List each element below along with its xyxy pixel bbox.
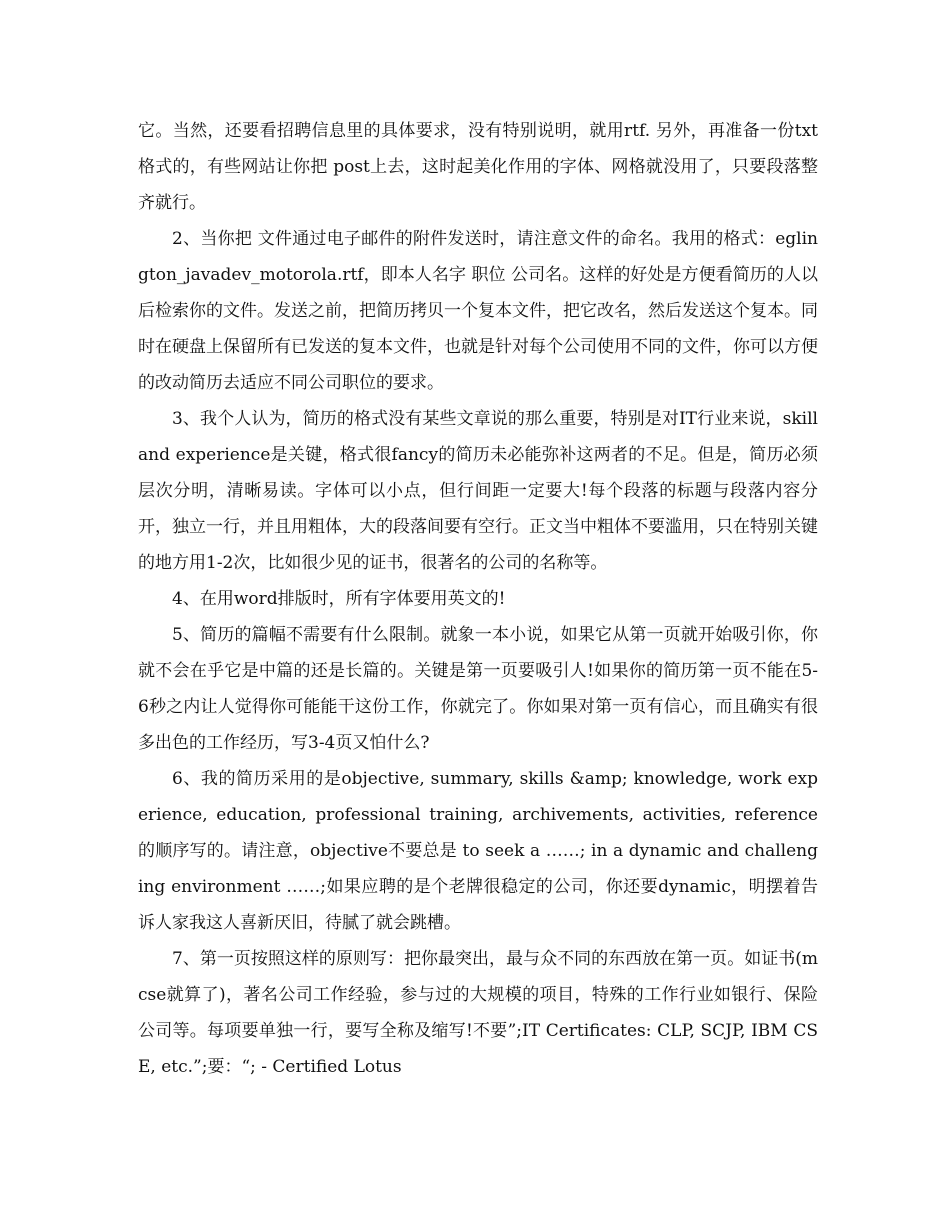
paragraph-item-5: 5、简历的篇幅不需要有什么限制。就象一本小说，如果它从第一页就开始吸引你，你就不会在乎它是中篇的还是长篇的。关键是第一页要吸引人!如果你的简历第一页不能在5-6秒之内让人觉得你可能能干这份工作，你就完了。你如果对第一页有信心，而且确实有很多出色的工作经历，写3-4页又怕什么? xyxy=(138,625,818,753)
paragraph-item-2: 2、当你把 文件通过电子邮件的附件发送时，请注意文件的命名。我用的格式：eglington_javadev_motorola.rtf，即本人名字 职位 公司名。这样的好处是方便看简历的人以后检索你的文件。发送之前，把简历拷贝一个复本文件，把它改名，然后发送这个复本。同时在硬盘上保留所有已发送的复本文件，也就是针对每个公司使用不同的文件，你可以方便的改动简历去适应不同公司职位的要求。 xyxy=(138,229,818,393)
paragraph-item-3: 3、我个人认为，简历的格式没有某些文章说的那么重要，特别是对IT行业来说，skill and experience是关键，格式很fancy的简历未必能弥补这两者的不足。但是，简历必须层次分明，清晰易读。字体可以小点，但行间距一定要大!每个段落的标题与段落内容分开，独立一行，并且用粗体，大的段落间要有空行。正文当中粗体不要滥用，只在特别关键的地方用1-2次，比如很少见的证书，很著名的公司的名称等。 xyxy=(138,409,818,573)
paragraph-item-7: 7、第一页按照这样的原则写：把你最突出，最与众不同的东西放在第一页。如证书(mcse就算了)，著名公司工作经验，参与过的大规模的项目，特殊的工作行业如银行、保险公司等。每项要单独一行，要写全称及缩写!不要”;IT Certificates: CLP, SCJP, IBM CSE, etc.”;要：“; - Certified Lotus xyxy=(138,949,818,1077)
document-body xyxy=(138,113,818,1085)
paragraph-item-6: 6、我的简历采用的是objective, summary, skills &amp; knowledge, work experience, education, professional training, archivements, activities, reference 的顺序写的。请注意，objective不要总是 to seek a ……; in a dynamic and challenging environment ……;如果应聘的是个老牌很稳定的公司，你还要dynamic，明摆着告诉人家我这人喜新厌旧，待腻了就会跳槽。 xyxy=(138,769,818,933)
paragraph-item-4: 4、在用word排版时，所有字体要用英文的! xyxy=(172,589,506,609)
paragraph-continuation: 它。当然，还要看招聘信息里的具体要求，没有特别说明，就用rtf. 另外，再准备一份txt格式的，有些网站让你把 post上去，这时起美化作用的字体、网格就没用了，只要段落整齐就行。 xyxy=(138,121,818,213)
